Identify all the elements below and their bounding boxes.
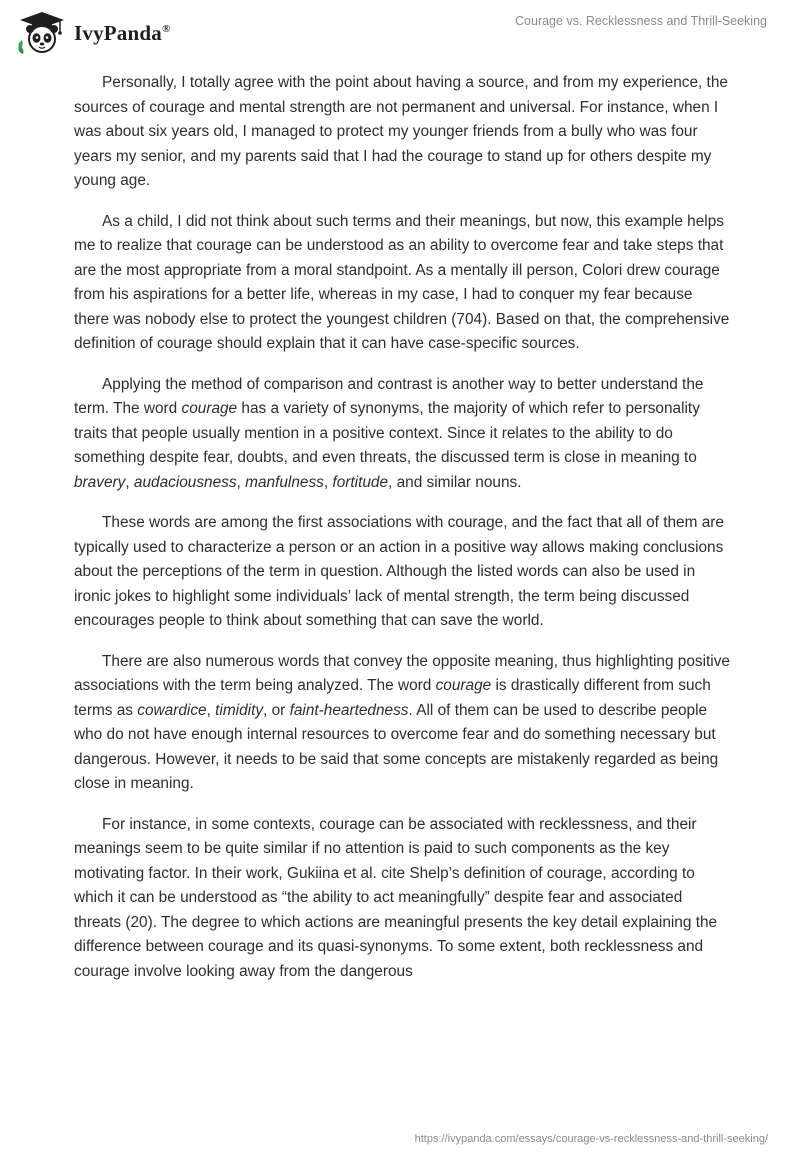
source-url-link[interactable]: https://ivypanda.com/essays/courage-vs-recklessness-and-thrill-seeking/ xyxy=(414,1133,768,1145)
text-run: , or xyxy=(263,701,290,719)
body-paragraph xyxy=(74,511,730,634)
italic-term: faint-heartedness xyxy=(289,701,409,719)
text-run: , xyxy=(125,473,134,491)
document-title: Courage vs. Recklessness and Thrill-Seeking xyxy=(515,14,767,28)
italic-term: manfulness xyxy=(245,473,324,491)
text-run: , and similar nouns. xyxy=(388,473,522,491)
italic-term: courage xyxy=(435,677,492,694)
text-run: , xyxy=(206,701,216,719)
text-run: is drastically different from such terms as xyxy=(74,677,711,719)
text-run: As a child, I did not think about such terms and their meanings, but now, this example helps me to realize that courage can be understood as an ability to overcome fear and take steps that are the most appropriate from a moral standpoint. As a mentally ill person, Colori drew courage from his aspirations for a better life, whereas in my case, I had to conquer my fear because there was nobody else to protect the youngest children (704). Based on that, the comprehensive definition of courage should explain that it can have case-specific sources. xyxy=(74,212,730,352)
text-run: , xyxy=(323,473,333,491)
italic-term: bravery xyxy=(74,473,126,491)
ivypanda-logo[interactable] xyxy=(14,10,170,56)
body-paragraph xyxy=(74,373,730,496)
text-run: has a variety of synonyms, the majority of which refer to personality traits that people usually mention in a positive context. Since it relates to the ability to do something despite fear, doubts, and even threats, the discussed term is close in meaning to xyxy=(74,400,700,466)
body-paragraph xyxy=(74,210,730,357)
text-run: For instance, in some contexts, courage can be associated with recklessness, and their meanings seem to be quite similar if no attention is paid to such components as the key motivating factor. In their work, Gukiina et al. cite Shelp’s definition of courage, according to which it can be understood as “the ability to act meaningfully” despite fear and associated threats (20). The degree to which actions are meaningful presents the key detail explaining the difference between courage and its quasi-synonyms. To some extent, both recklessness and courage involve looking away from the dangerous xyxy=(74,815,718,980)
italic-term: cowardice xyxy=(137,701,207,719)
italic-term: timidity xyxy=(215,701,264,719)
page-header xyxy=(0,0,800,60)
text-run: , xyxy=(236,473,246,491)
body-paragraph xyxy=(74,71,730,194)
text-run: There are also numerous words that convey the opposite meaning, thus highlighting positive associations with the term being analyzed. The word xyxy=(74,652,730,694)
body-paragraph xyxy=(74,813,730,985)
text-run: Personally, I totally agree with the point about having a source, and from my experience, the sources of courage and mental strength are not permanent and universal. For instance, when I was about six years old, I managed to protect my younger friends from a bully who was four years my senior, and my parents said that I had the courage to stand up for others despite my young age. xyxy=(74,74,728,189)
logo-wordmark: IvyPanda® xyxy=(74,20,171,45)
text-run: These words are among the first associations with courage, and the fact that all of them are typically used to characterize a person or an action in a positive way allows making conclusions about the perceptions of the term in question. Although the listed words can also be used in ironic jokes to highlight some individuals’ lack of mental strength, the term being discussed encourages people to think about something that can save the world. xyxy=(74,514,724,629)
body-paragraph xyxy=(74,650,730,797)
text-run: Applying the method of comparison and contrast is another way to better understand the term. The word xyxy=(74,375,704,417)
italic-term: audaciousness xyxy=(133,473,237,491)
essay-body xyxy=(74,71,730,1000)
italic-term: fortitude xyxy=(332,473,389,491)
text-run: . All of them can be used to describe people who do not have enough internal resources to overcome fear and do something necessary but dangerous. However, it needs to be said that some concepts are mistakenly regarded as being close in meaning. xyxy=(74,701,719,792)
italic-term: courage xyxy=(181,400,238,417)
panda-graduate-icon xyxy=(14,10,70,56)
